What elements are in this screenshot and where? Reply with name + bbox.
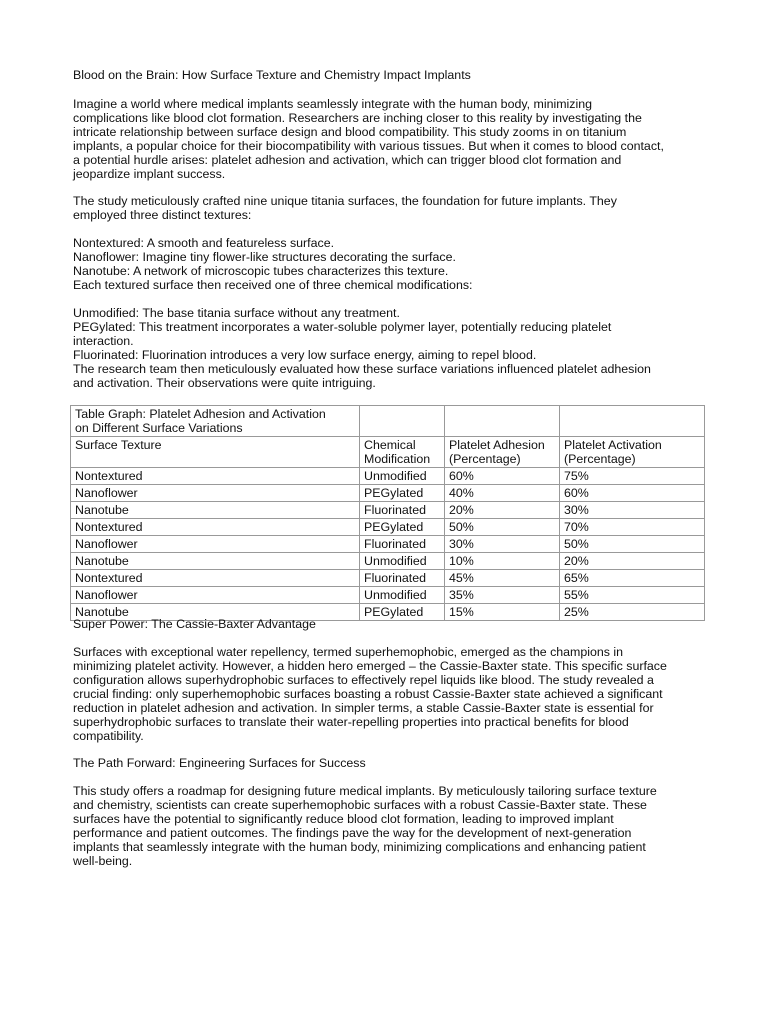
text-line: compatibility. [73,729,144,743]
modification-cell: Fluorinated [360,570,445,587]
modification-cell: Fluorinated [360,536,445,553]
header-cell [360,437,445,468]
modification-cell: Fluorinated [360,502,445,519]
table-header-row [71,437,705,468]
texture-cell: Nanoflower [71,536,360,553]
table-caption-row [71,406,705,437]
adhesion-cell: 50% [445,519,560,536]
text-line: This study offers a roadmap for designing future medical implants. By meticulously tailoring surface texture [73,784,657,798]
text-line: Chemical [364,438,416,452]
header-cell [560,437,705,468]
texture-cell: Nanotube [71,604,360,621]
text-line: The study meticulously crafted nine unique titania surfaces, the foundation for future implants. They [73,194,617,208]
text-line: superhydrophobic surfaces to translate their water-repelling properties into practical benefits for blood [73,715,629,729]
intro-paragraph [73,97,664,181]
text-line: (Percentage) [449,452,521,466]
activation-cell: 60% [560,485,705,502]
text-line: Platelet Activation [564,438,662,452]
text-line: configuration allows superhydrophobic surfaces to effectively repel liquids like blood. The study revealed a [73,673,654,687]
text-line: Surface Texture [75,438,162,452]
text-line: Fluorinated: Fluorination introduces a very low surface energy, aiming to repel blood. [73,348,537,362]
text-line: (Percentage) [564,452,636,466]
modification-cell: PEGylated [360,519,445,536]
text-line: minimizing platelet activity. However, a hidden hero emerged – the Cassie-Baxter state. This specific surface [73,659,667,673]
section-heading-cassie-baxter: Super Power: The Cassie-Baxter Advantage [73,617,316,631]
modification-cell: Unmodified [360,468,445,485]
text-line: Modification [364,452,431,466]
adhesion-cell: 45% [445,570,560,587]
modification-cell: Unmodified [360,553,445,570]
table-row [71,587,705,604]
empty-cell [445,406,560,437]
path-forward-paragraph [73,784,657,868]
table-row [71,485,705,502]
modification-cell: Unmodified [360,587,445,604]
adhesion-cell: 35% [445,587,560,604]
section-heading-path-forward: The Path Forward: Engineering Surfaces for Success [73,756,366,770]
activation-cell: 50% [560,536,705,553]
text-line: intricate relationship between surface design and blood compatibility. This study zooms in on titanium [73,125,627,139]
text-line: complications like blood clot formation. Researchers are inching closer to this reality by investigating the [73,111,642,125]
text-line: Unmodified: The base titania surface without any treatment. [73,306,400,320]
activation-cell: 55% [560,587,705,604]
texture-cell: Nanotube [71,553,360,570]
adhesion-cell: 40% [445,485,560,502]
cassie-baxter-paragraph [73,645,667,743]
texture-cell: Nontextured [71,468,360,485]
empty-cell [560,406,705,437]
text-line: Imagine a world where medical implants seamlessly integrate with the human body, minimizing [73,97,593,111]
text-line: and chemistry, scientists can create superhemophobic surfaces with a robust Cassie-Baxter state. These [73,798,647,812]
text-line: performance and patient outcomes. The findings pave the way for the development of next-generation [73,826,632,840]
table-row [71,502,705,519]
text-line: Platelet Adhesion [449,438,545,452]
document-title: Blood on the Brain: How Surface Texture and Chemistry Impact Implants [73,68,471,82]
activation-cell: 75% [560,468,705,485]
text-line: Nontextured: A smooth and featureless surface. [73,236,335,250]
table-row [71,536,705,553]
text-line: reduction in platelet adhesion and activation. In simpler terms, a stable Cassie-Baxter state is essential for [73,701,654,715]
texture-cell: Nanoflower [71,587,360,604]
text-line: Each textured surface then received one of three chemical modifications: [73,278,473,292]
text-line: Table Graph: Platelet Adhesion and Activation [75,407,326,421]
text-line: on Different Surface Variations [75,421,243,435]
adhesion-cell: 20% [445,502,560,519]
table-row [71,553,705,570]
modifications-list [73,306,651,390]
header-cell [445,437,560,468]
texture-cell: Nontextured [71,519,360,536]
text-line: Nanoflower: Imagine tiny flower-like structures decorating the surface. [73,250,456,264]
table-row [71,519,705,536]
table-caption [71,406,360,437]
header-cell [71,437,360,468]
platelet-table [70,405,705,621]
adhesion-cell: 10% [445,553,560,570]
text-line: PEGylated: This treatment incorporates a water-soluble polymer layer, potentially reducing platelet [73,320,612,334]
empty-cell [360,406,445,437]
activation-cell: 70% [560,519,705,536]
text-line: jeopardize implant success. [73,167,226,181]
activation-cell: 20% [560,553,705,570]
text-line: The research team then meticulously evaluated how these surface variations influenced platelet adhesion [73,362,651,376]
adhesion-cell: 60% [445,468,560,485]
adhesion-cell: 15% [445,604,560,621]
text-line: implants, a popular choice for their biocompatibility with various tissues. But when it comes to blood contact, [73,139,664,153]
text-line: Nanotube: A network of microscopic tubes characterizes this texture. [73,264,449,278]
text-line: well-being. [73,854,133,868]
modification-cell: PEGylated [360,485,445,502]
text-line: crucial finding: only superhemophobic surfaces boasting a robust Cassie-Baxter state achieved a significant [73,687,663,701]
textures-list [73,236,472,292]
text-line: surfaces have the potential to significantly reduce blood clot formation, leading to improved implant [73,812,614,826]
table-row [71,570,705,587]
study-paragraph [73,194,617,222]
activation-cell: 65% [560,570,705,587]
adhesion-cell: 30% [445,536,560,553]
text-line: employed three distinct textures: [73,208,252,222]
text-line: and activation. Their observations were quite intriguing. [73,376,376,390]
text-line: interaction. [73,334,134,348]
table-row [71,468,705,485]
texture-cell: Nanoflower [71,485,360,502]
text-line: implants that seamlessly integrate with the human body, minimizing complications and enhancing patient [73,840,646,854]
modification-cell: PEGylated [360,604,445,621]
texture-cell: Nanotube [71,502,360,519]
text-line: a potential hurdle arises: platelet adhesion and activation, which can trigger blood clot formation and [73,153,622,167]
text-line: Surfaces with exceptional water repellency, termed superhemophobic, emerged as the champions in [73,645,624,659]
texture-cell: Nontextured [71,570,360,587]
activation-cell: 25% [560,604,705,621]
activation-cell: 30% [560,502,705,519]
